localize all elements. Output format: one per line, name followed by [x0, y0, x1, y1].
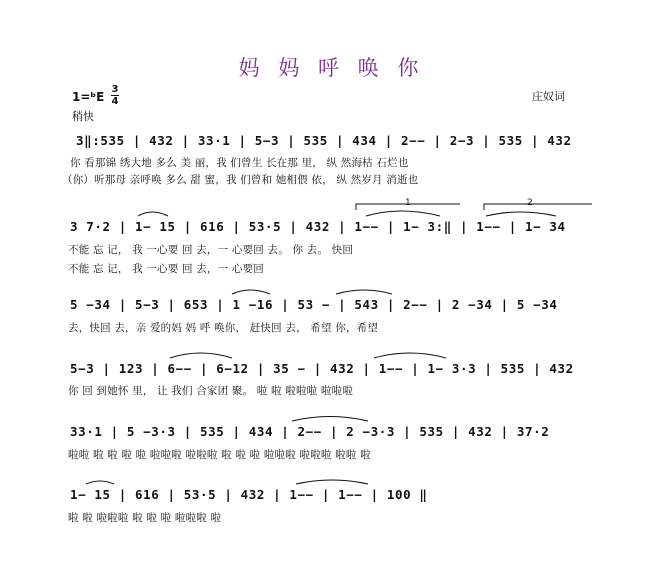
lyric-line-2-verse-2: 不能 忘 记， 我 一心要 回 去，一 心要回: [68, 263, 264, 275]
slur-line-4-a: [170, 353, 232, 358]
volta-1-label: 1: [405, 198, 411, 208]
key-signature: 1=ᵇE: [72, 90, 105, 104]
tempo-marking: 稍快: [72, 110, 94, 123]
lyric-line-5: 啦啦 啦 啦 啦 啦 啦啦啦 啦啦啦 啦 啦 啦 啦啦啦 啦啦啦 啦啦 啦: [68, 449, 371, 461]
notation-line-1: 3‖:535 | 432 | 33·1 | 5−3 | 535 | 434 | 2−− | 2−3 | 535 | 432: [76, 133, 572, 148]
notation-line-4: 5−3 | 123 | 6−− | 6−12 | 35 − | 432 | 1−− | 1− 3·3 | 535 | 432: [70, 361, 574, 376]
notation-line-5: 33·1 | 5 −3·3 | 535 | 434 | 2−− | 2 −3·3 | 535 | 432 | 37·2: [70, 424, 550, 439]
notation-line-2: 3 7·2 | 1− 15 | 616 | 53·5 | 432 | 1−− | 1− 3:‖ | 1−− | 1− 34: [70, 219, 566, 234]
slur-line-4-b: [374, 353, 446, 358]
notation-line-6: 1− 15 | 616 | 53·5 | 432 | 1−− | 1−− | 100 ‖: [70, 487, 428, 502]
lyric-line-3: 去，快回 去，亲 爱的妈 妈 呼 唤你， 赶快回 去， 希望 你，希望: [68, 322, 379, 334]
slur-line-3-b: [336, 290, 392, 294]
lyric-line-1-verse-2: （你）听那母 亲呼唤 多么 甜 蜜，我 们曾和 她相偎 依， 纵 然岁月 消逝也: [62, 174, 419, 186]
lyricist-credit: 庄奴词: [532, 90, 565, 103]
slur-line-5-a: [292, 417, 368, 422]
volta-bracket-2: [484, 204, 592, 210]
slur-line-2-a: [138, 212, 168, 216]
notation-line-3: 5 −34 | 5−3 | 653 | 1 −16 | 53 − | 543 | 2−− | 2 −34 | 5 −34: [70, 297, 558, 312]
volta-bracket-1: [356, 204, 460, 210]
slur-line-6-a: [296, 480, 368, 484]
slur-line-2-b: [366, 211, 440, 216]
slur-line-2-c: [486, 212, 556, 216]
slur-line-6-b: [86, 481, 114, 484]
slur-line-3-a: [232, 290, 270, 294]
time-signature-top: 3: [111, 84, 119, 95]
lyric-line-2-verse-1: 不能 忘 记， 我 一心要 回 去，一 心要回 去。 你 去。 快回: [68, 244, 354, 256]
lyric-line-1-verse-1: 你 看那锦 绣大地 多么 美 丽，我 们曾生 长在那 里， 纵 然海枯 石烂也: [70, 157, 409, 169]
time-signature-bottom: 4: [111, 96, 119, 107]
lyric-line-6: 啦 啦 啦啦啦 啦 啦 啦 啦啦啦 啦: [68, 512, 222, 524]
volta-2-label: 2: [527, 198, 533, 208]
song-title: 妈 妈 呼 唤 你: [238, 56, 425, 80]
lyric-line-4: 你 回 到她怀 里， 让 我们 合家团 聚。 啦 啦 啦啦啦 啦啦啦: [68, 385, 354, 397]
